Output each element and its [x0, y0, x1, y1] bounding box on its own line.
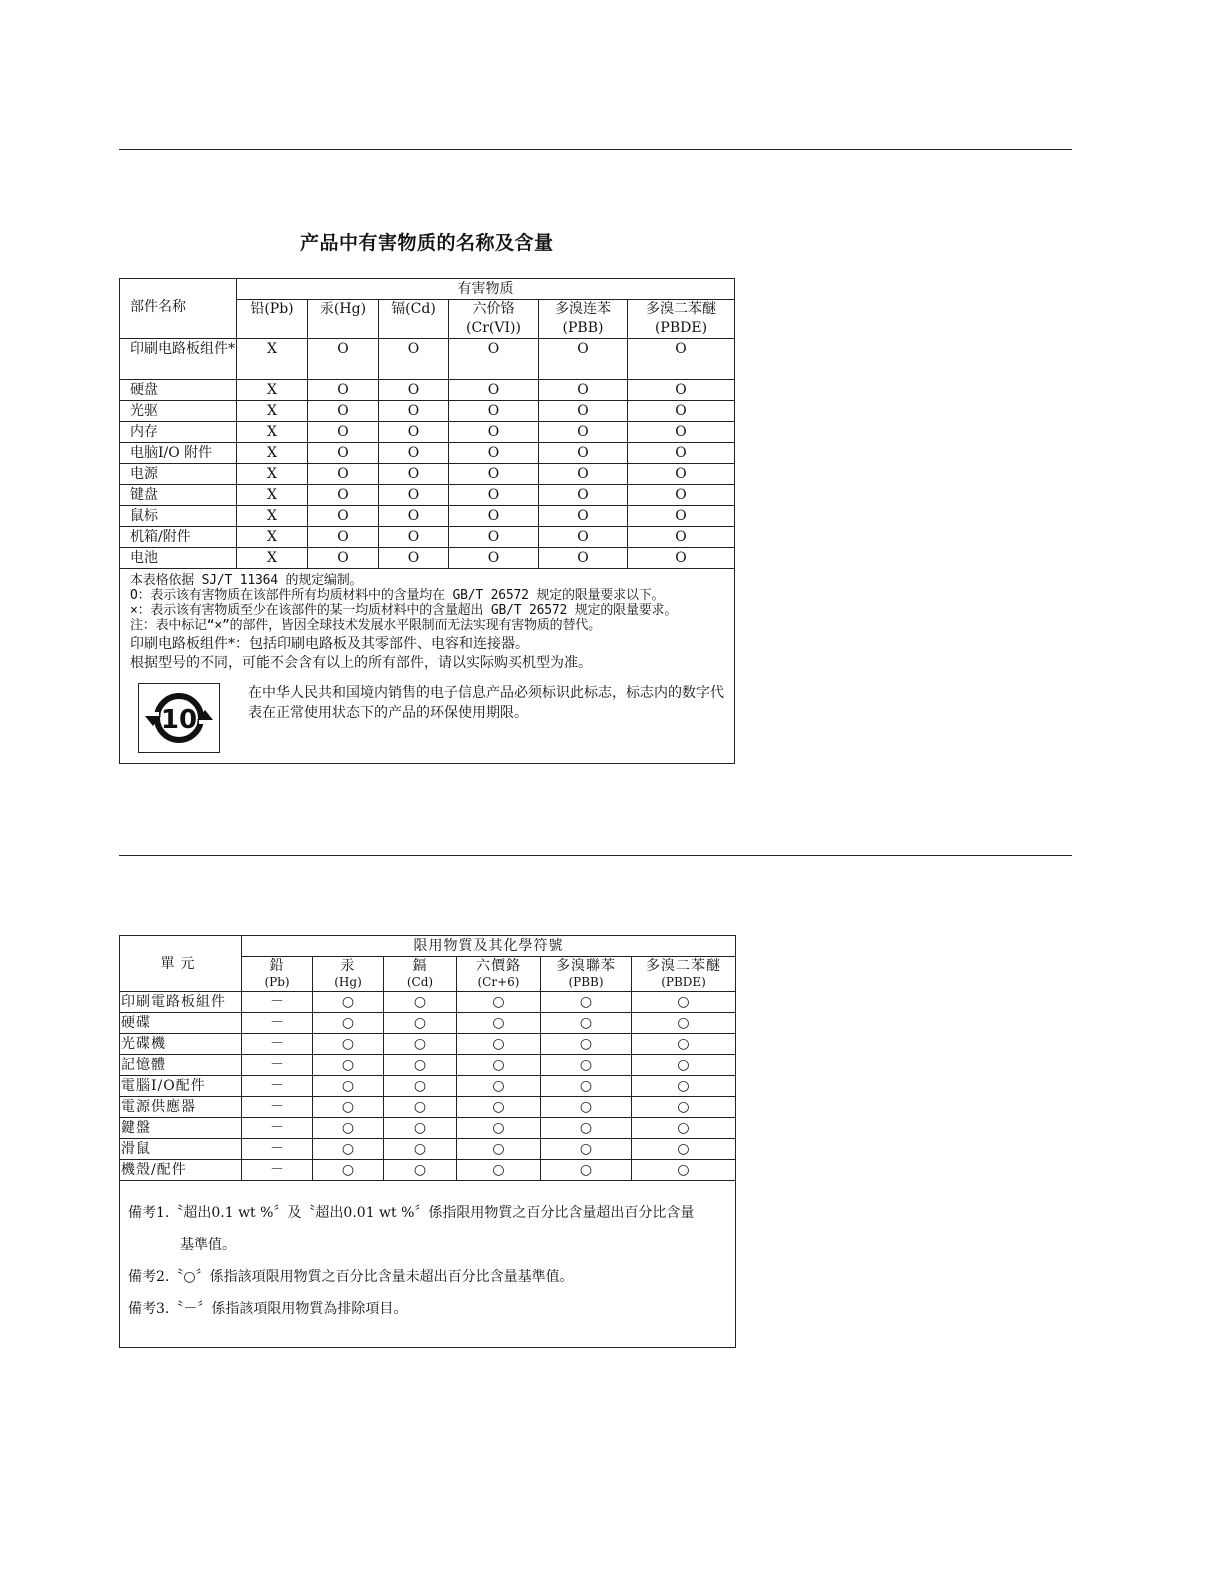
part-name: 电源 [120, 464, 237, 485]
restriction-mark: ○ [632, 992, 736, 1013]
restriction-mark: ○ [384, 1013, 457, 1034]
restriction-mark: － [242, 1118, 313, 1139]
top-divider [119, 149, 1072, 150]
restriction-mark: ○ [541, 1013, 632, 1034]
remarks-cell [120, 1181, 736, 1348]
substance-mark: O [628, 380, 735, 401]
epup-number: 10 [160, 705, 198, 735]
restriction-mark: ○ [632, 1160, 736, 1181]
note-pcb: 印刷电路板组件*：包括印刷电路板及其零部件、电容和连接器。 [130, 636, 529, 652]
restriction-mark: ○ [541, 1160, 632, 1181]
substance-header [308, 300, 379, 339]
substance-header [237, 300, 308, 339]
restriction-mark: ○ [632, 1013, 736, 1034]
substance-name: 汞(Hg) [319, 301, 367, 317]
part-name: 电池 [120, 548, 237, 569]
substances-group-header: 有害物质 [237, 279, 735, 300]
restriction-mark: ○ [541, 1076, 632, 1097]
restricted-group-header: 限用物質及其化學符號 [242, 936, 736, 957]
restriction-mark: ○ [457, 1034, 541, 1055]
substance-name: 六價鉻 [476, 958, 521, 974]
substance-symbol: (Cr+6) [477, 975, 520, 989]
table-row [120, 992, 736, 1013]
table-row [120, 339, 735, 380]
substance-mark: O [449, 339, 539, 380]
substance-mark: O [308, 527, 379, 548]
substance-name: 六价铬 [472, 301, 515, 317]
restriction-mark: ○ [632, 1097, 736, 1118]
substance-mark: O [308, 485, 379, 506]
substance-mark: O [379, 506, 449, 527]
part-name: 电脑I/O 附件 [120, 443, 237, 464]
epup-10-icon [139, 684, 219, 752]
substance-mark: O [539, 401, 628, 422]
substance-mark: O [379, 464, 449, 485]
substance-mark: O [449, 380, 539, 401]
unit-name: 印刷電路板組件 [120, 992, 242, 1013]
standard-note: O：表示该有害物质在该部件所有均质材料中的含量均在 GB/T 26572 规定的限量要求以下。 [130, 588, 665, 603]
part-name: 光驱 [120, 401, 237, 422]
substance-mark: O [308, 422, 379, 443]
notes-cell [120, 569, 735, 764]
substance-mark: O [379, 339, 449, 380]
part-name: 内存 [120, 422, 237, 443]
substance-name: 镉(Cd) [391, 301, 436, 317]
substance-header [539, 300, 628, 339]
substance-mark: O [449, 527, 539, 548]
substance-header [313, 957, 384, 992]
table-row [120, 548, 735, 569]
substance-mark: X [237, 339, 308, 380]
substance-symbol: (Pb) [264, 975, 290, 989]
substance-symbol: (Cr(VI)) [466, 320, 521, 336]
restriction-mark: ○ [313, 1076, 384, 1097]
substance-mark: O [379, 401, 449, 422]
restriction-mark: ○ [313, 1160, 384, 1181]
restriction-mark: ○ [384, 1139, 457, 1160]
substance-mark: O [449, 485, 539, 506]
substance-mark: O [449, 401, 539, 422]
restriction-mark: ○ [313, 1055, 384, 1076]
restriction-mark: ○ [313, 1139, 384, 1160]
table-row [120, 1097, 736, 1118]
restriction-mark: ○ [313, 992, 384, 1013]
substance-mark: O [308, 401, 379, 422]
restricted-substances-table-traditional [119, 935, 736, 1348]
part-name: 鼠标 [120, 506, 237, 527]
substance-symbol: (PBDE) [661, 975, 706, 989]
substance-name: 铅(Pb) [250, 301, 294, 317]
substance-symbol: (Cd) [406, 975, 434, 989]
restriction-mark: ○ [457, 992, 541, 1013]
substance-mark: O [628, 422, 735, 443]
part-name: 印刷电路板组件* [120, 339, 237, 380]
restriction-mark: ○ [457, 1076, 541, 1097]
substance-symbol: (PBB) [568, 975, 604, 989]
substance-mark: O [539, 380, 628, 401]
unit-name: 滑鼠 [120, 1139, 242, 1160]
substance-mark: O [449, 464, 539, 485]
substance-mark: O [628, 443, 735, 464]
restriction-mark: ○ [457, 1118, 541, 1139]
substance-mark: O [449, 548, 539, 569]
restriction-mark: － [242, 1013, 313, 1034]
table-row [120, 506, 735, 527]
substance-symbol: (Hg) [334, 975, 362, 989]
unit-header: 單元 [120, 936, 242, 992]
unit-name: 電源供應器 [120, 1097, 242, 1118]
restriction-mark: ○ [632, 1118, 736, 1139]
substance-mark: O [379, 380, 449, 401]
epup-logo [138, 683, 220, 753]
table-row [120, 1055, 736, 1076]
restriction-mark: － [242, 1097, 313, 1118]
standard-note: 注：表中标记“×”的部件，皆因全球技术发展水平限制而无法实现有害物质的替代。 [130, 618, 601, 633]
substance-mark: O [539, 422, 628, 443]
restriction-mark: ○ [384, 1118, 457, 1139]
substance-mark: O [539, 464, 628, 485]
restriction-mark: ○ [313, 1097, 384, 1118]
restriction-mark: － [242, 1160, 313, 1181]
restriction-mark: － [242, 1055, 313, 1076]
unit-name: 電腦I/O配件 [120, 1076, 242, 1097]
substance-mark: O [539, 485, 628, 506]
restriction-mark: ○ [457, 1055, 541, 1076]
restriction-mark: ○ [541, 992, 632, 1013]
substance-mark: X [237, 401, 308, 422]
remark-1: 備考1.〝超出0.1 wt %〞及〝超出0.01 wt %〞係指限用物質之百分比含量超出百分比含量 [128, 1205, 695, 1221]
restriction-mark: ○ [384, 1076, 457, 1097]
substance-mark: O [308, 443, 379, 464]
substance-mark: X [237, 380, 308, 401]
table-row [120, 1076, 736, 1097]
part-name: 机箱/附件 [120, 527, 237, 548]
note-model: 根据型号的不同，可能不会含有以上的所有部件，请以实际购买机型为准。 [130, 655, 592, 671]
substance-mark: O [539, 443, 628, 464]
restriction-mark: ○ [457, 1160, 541, 1181]
substance-mark: O [379, 443, 449, 464]
substance-mark: O [308, 464, 379, 485]
restriction-mark: ○ [313, 1034, 384, 1055]
substance-mark: O [379, 485, 449, 506]
restriction-mark: － [242, 1076, 313, 1097]
part-name-header: 部件名称 [120, 279, 237, 339]
substance-mark: X [237, 443, 308, 464]
substance-mark: O [308, 339, 379, 380]
part-name: 键盘 [120, 485, 237, 506]
restriction-mark: ○ [313, 1118, 384, 1139]
substance-name: 多溴二苯醚 [646, 301, 716, 317]
restriction-mark: － [242, 1034, 313, 1055]
restriction-mark: ○ [384, 1097, 457, 1118]
standard-note: 本表格依据 SJ/T 11364 的规定编制。 [130, 573, 363, 588]
substance-mark: O [628, 339, 735, 380]
restriction-mark: ○ [632, 1034, 736, 1055]
table-row [120, 464, 735, 485]
table-row [120, 443, 735, 464]
substance-name: 多溴二苯醚 [646, 958, 722, 974]
substance-mark: O [308, 548, 379, 569]
remark-1-cont: 基準值。 [180, 1237, 236, 1253]
table-row [120, 1034, 736, 1055]
substance-header [384, 957, 457, 992]
table-row [120, 380, 735, 401]
unit-name: 鍵盤 [120, 1118, 242, 1139]
restriction-mark: ○ [457, 1139, 541, 1160]
substance-header [379, 300, 449, 339]
unit-name: 硬碟 [120, 1013, 242, 1034]
substance-mark: O [539, 527, 628, 548]
substance-mark: O [449, 443, 539, 464]
restriction-mark: ○ [457, 1013, 541, 1034]
substance-mark: O [628, 548, 735, 569]
substance-header [541, 957, 632, 992]
substance-header [449, 300, 539, 339]
restriction-mark: ○ [384, 992, 457, 1013]
restriction-mark: ○ [313, 1013, 384, 1034]
substance-mark: X [237, 485, 308, 506]
epup-description: 在中华人民共和国境内销售的电子信息产品必须标识此标志，标志内的数字代表在正常使用状态下的产品的环保使用期限。 [248, 685, 724, 721]
substance-name: 汞 [340, 958, 356, 974]
restriction-mark: ○ [384, 1160, 457, 1181]
table-row [120, 1118, 736, 1139]
remark-3: 備考3.〝－〞係指該項限用物質為排除項目。 [128, 1301, 408, 1317]
substance-header [457, 957, 541, 992]
substance-mark: O [379, 527, 449, 548]
substance-mark: X [237, 506, 308, 527]
substance-name: 鎘 [412, 958, 428, 974]
remark-2: 備考2.〝○〞係指該項限用物質之百分比含量未超出百分比含量基準值。 [128, 1269, 574, 1285]
substance-mark: O [628, 485, 735, 506]
substance-mark: O [539, 506, 628, 527]
standard-notes [130, 573, 724, 633]
table-row [120, 401, 735, 422]
restriction-mark: ○ [384, 1034, 457, 1055]
restriction-mark: － [242, 1139, 313, 1160]
substance-mark: O [308, 380, 379, 401]
table-row [120, 1013, 736, 1034]
unit-name: 記憶體 [120, 1055, 242, 1076]
substance-name: 鉛 [269, 958, 285, 974]
substance-mark: O [379, 422, 449, 443]
table-row [120, 527, 735, 548]
part-name: 硬盘 [120, 380, 237, 401]
substance-mark: O [449, 422, 539, 443]
substance-mark: O [449, 506, 539, 527]
standard-note: ×：表示该有害物质至少在该部件的某一均质材料中的含量超出 GB/T 26572 规定的限量要求。 [130, 603, 678, 618]
substance-mark: O [379, 548, 449, 569]
restriction-mark: ○ [541, 1034, 632, 1055]
substance-mark: O [628, 464, 735, 485]
restriction-mark: ○ [541, 1055, 632, 1076]
restriction-mark: ○ [541, 1118, 632, 1139]
substance-mark: O [628, 527, 735, 548]
substance-mark: O [539, 339, 628, 380]
unit-name: 光碟機 [120, 1034, 242, 1055]
substance-header [628, 300, 735, 339]
restriction-mark: ○ [632, 1076, 736, 1097]
restriction-mark: ○ [457, 1097, 541, 1118]
substance-name: 多溴聯苯 [556, 958, 616, 974]
substance-header [632, 957, 736, 992]
restriction-mark: ○ [384, 1055, 457, 1076]
substance-mark: O [628, 401, 735, 422]
restriction-mark: ○ [632, 1055, 736, 1076]
substance-mark: X [237, 548, 308, 569]
substance-mark: O [308, 506, 379, 527]
substance-symbol: (PBB) [562, 320, 604, 336]
page-title: 产品中有害物质的名称及含量 [300, 232, 554, 254]
substance-mark: X [237, 464, 308, 485]
table-row [120, 1160, 736, 1181]
table-row [120, 422, 735, 443]
substance-mark: O [628, 506, 735, 527]
substance-mark: O [539, 548, 628, 569]
substance-header [242, 957, 313, 992]
restriction-mark: － [242, 992, 313, 1013]
substance-mark: X [237, 422, 308, 443]
restriction-mark: ○ [632, 1139, 736, 1160]
table-row [120, 1139, 736, 1160]
table-row [120, 485, 735, 506]
restriction-mark: ○ [541, 1139, 632, 1160]
middle-divider [119, 855, 1072, 856]
unit-name: 機殼/配件 [120, 1160, 242, 1181]
substance-symbol: (PBDE) [654, 320, 708, 336]
hazardous-substances-table-simplified [119, 278, 735, 764]
restriction-mark: ○ [541, 1097, 632, 1118]
substance-name: 多溴连苯 [555, 301, 611, 317]
substance-mark: X [237, 527, 308, 548]
